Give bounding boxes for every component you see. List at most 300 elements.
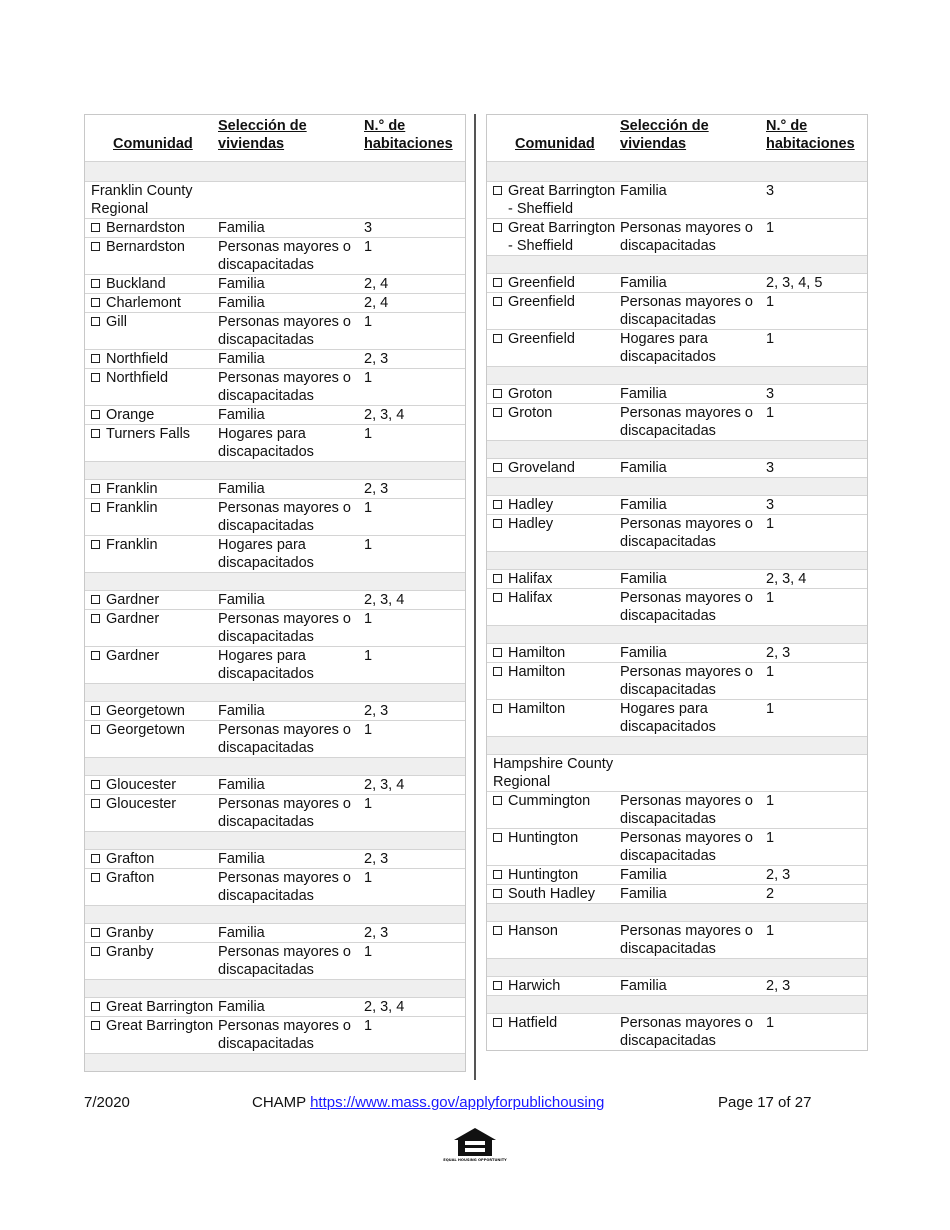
community-name: Georgetown xyxy=(106,703,185,719)
checkbox[interactable] xyxy=(91,242,100,251)
community-cell xyxy=(487,644,620,663)
checkbox[interactable] xyxy=(493,389,502,398)
community-name: Great Barrington xyxy=(106,1018,214,1034)
checkbox[interactable] xyxy=(91,429,100,438)
selection-cell: Familia xyxy=(218,924,364,943)
checkbox[interactable] xyxy=(91,928,100,937)
community-cell xyxy=(487,274,620,293)
selection-cell: Hogares para discapacitados xyxy=(218,425,364,462)
bedrooms-cell: 3 xyxy=(364,219,465,238)
bedrooms-cell: 1 xyxy=(766,1014,867,1051)
community-cell xyxy=(85,425,218,462)
table-row xyxy=(487,459,867,478)
checkbox[interactable] xyxy=(91,373,100,382)
community-name: Gardner xyxy=(106,648,160,664)
checkbox[interactable] xyxy=(493,667,502,676)
selection-cell: Familia xyxy=(620,182,766,219)
checkbox[interactable] xyxy=(91,651,100,660)
checkbox[interactable] xyxy=(91,614,100,623)
right-table-panel xyxy=(486,114,868,1051)
bedrooms-cell: 2, 3, 4 xyxy=(364,776,465,795)
footer-link[interactable]: https://www.mass.gov/applyforpublichousing xyxy=(310,1094,605,1111)
table-row xyxy=(487,515,867,552)
bedrooms-cell: 2, 3 xyxy=(364,924,465,943)
selection-cell: Familia xyxy=(620,885,766,904)
checkbox[interactable] xyxy=(91,1021,100,1030)
community-name: Franklin xyxy=(106,481,158,497)
checkbox[interactable] xyxy=(91,317,100,326)
community-cell xyxy=(487,663,620,700)
group-separator-row xyxy=(85,684,465,702)
selection-cell: Familia xyxy=(218,776,364,795)
footer-center xyxy=(252,1094,604,1112)
bedrooms-cell: 2 xyxy=(766,885,867,904)
table-row xyxy=(85,776,465,795)
left-table-panel xyxy=(84,114,466,1072)
checkbox[interactable] xyxy=(493,278,502,287)
checkbox[interactable] xyxy=(493,574,502,583)
community-name: Groton xyxy=(508,405,553,421)
checkbox[interactable] xyxy=(493,926,502,935)
community-cell xyxy=(85,776,218,795)
checkbox[interactable] xyxy=(493,408,502,417)
community-cell xyxy=(85,591,218,610)
selection-cell: Familia xyxy=(620,977,766,996)
table-row xyxy=(487,700,867,737)
table-row xyxy=(487,404,867,441)
community-name: Grafton xyxy=(106,851,155,867)
group-separator-row xyxy=(487,737,867,755)
checkbox[interactable] xyxy=(91,298,100,307)
table-row xyxy=(85,406,465,425)
table-row xyxy=(487,589,867,626)
bedrooms-cell: 1 xyxy=(766,404,867,441)
community-cell xyxy=(85,275,218,294)
community-cell xyxy=(85,313,218,350)
community-name: Hadley xyxy=(508,497,554,513)
community-cell xyxy=(487,570,620,589)
table-row xyxy=(85,313,465,350)
community-cell xyxy=(85,610,218,647)
community-name: Halifax xyxy=(508,590,553,606)
bedrooms-cell: 3 xyxy=(766,182,867,219)
community-cell xyxy=(487,1014,620,1051)
table-row xyxy=(487,663,867,700)
table-row xyxy=(487,274,867,293)
community-cell xyxy=(487,977,620,996)
checkbox[interactable] xyxy=(91,1002,100,1011)
selection-cell: Personas mayores o discapacitadas xyxy=(218,313,364,350)
selection-cell: Familia xyxy=(218,350,364,369)
bedrooms-cell: 1 xyxy=(766,330,867,367)
bedrooms-cell: 1 xyxy=(364,425,465,462)
community-cell xyxy=(85,795,218,832)
housing-table-right xyxy=(487,115,867,1050)
table-body-left xyxy=(85,162,465,1072)
group-separator-row xyxy=(487,256,867,274)
community-cell xyxy=(85,998,218,1017)
table-row xyxy=(85,1017,465,1054)
table-row xyxy=(85,869,465,906)
checkbox[interactable] xyxy=(493,704,502,713)
community-cell xyxy=(85,721,218,758)
selection-cell: Personas mayores o discapacitadas xyxy=(218,369,364,406)
community-name: Grafton xyxy=(106,870,155,886)
group-separator-row xyxy=(487,904,867,922)
bedrooms-cell: 1 xyxy=(766,293,867,330)
community-name: Greenfield xyxy=(508,275,575,291)
community-cell xyxy=(487,885,620,904)
bedrooms-cell: 2, 3, 4, 5 xyxy=(766,274,867,293)
separator-cell xyxy=(85,1054,465,1072)
group-separator-row xyxy=(85,462,465,480)
community-cell xyxy=(487,404,620,441)
separator-cell xyxy=(85,162,465,182)
selection-cell: Personas mayores o discapacitadas xyxy=(620,1014,766,1051)
bedrooms-cell: 1 xyxy=(766,792,867,829)
community-name: Great Barrington xyxy=(106,999,214,1015)
separator-cell xyxy=(487,904,867,922)
table-row xyxy=(85,647,465,684)
selection-cell: Familia xyxy=(218,702,364,721)
checkbox[interactable] xyxy=(493,334,502,343)
group-separator-row xyxy=(85,980,465,998)
community-cell xyxy=(85,536,218,573)
column-divider xyxy=(474,114,476,1080)
checkbox[interactable] xyxy=(91,595,100,604)
community-cell xyxy=(85,406,218,425)
bedrooms-cell: 3 xyxy=(766,496,867,515)
header-selection: Selección de viviendas xyxy=(218,118,307,152)
region-name: Hampshire County Regional xyxy=(487,755,867,792)
checkbox[interactable] xyxy=(91,725,100,734)
region-header-row xyxy=(85,182,465,219)
community-cell xyxy=(85,369,218,406)
selection-cell: Personas mayores o discapacitadas xyxy=(620,663,766,700)
table-body-right xyxy=(487,162,867,1051)
checkbox[interactable] xyxy=(493,1018,502,1027)
checkbox[interactable] xyxy=(91,484,100,493)
table-row xyxy=(85,499,465,536)
bedrooms-cell: 1 xyxy=(766,829,867,866)
community-name: Harwich xyxy=(508,978,561,994)
community-cell xyxy=(85,499,218,536)
selection-cell: Personas mayores o discapacitadas xyxy=(218,610,364,647)
community-cell xyxy=(487,866,620,885)
group-separator-row xyxy=(487,996,867,1014)
community-name: Groton xyxy=(508,386,553,402)
selection-cell: Personas mayores o discapacitadas xyxy=(620,293,766,330)
community-cell xyxy=(487,922,620,959)
checkbox[interactable] xyxy=(91,799,100,808)
header-bedrooms: N.° de habitaciones xyxy=(364,118,453,152)
bedrooms-cell: 2, 3, 4 xyxy=(364,591,465,610)
checkbox[interactable] xyxy=(493,519,502,528)
community-cell xyxy=(85,943,218,980)
selection-cell: Personas mayores o discapacitadas xyxy=(620,515,766,552)
community-name: Groveland xyxy=(508,460,575,476)
table-row xyxy=(487,496,867,515)
community-cell xyxy=(85,219,218,238)
footer-date: 7/2020 xyxy=(84,1094,130,1111)
community-name: Greenfield xyxy=(508,331,575,347)
bedrooms-cell: 2, 3 xyxy=(766,866,867,885)
community-name: Georgetown xyxy=(106,722,185,738)
community-cell xyxy=(85,350,218,369)
checkbox[interactable] xyxy=(493,981,502,990)
table-row xyxy=(487,293,867,330)
selection-cell: Personas mayores o discapacitadas xyxy=(620,829,766,866)
checkbox[interactable] xyxy=(493,593,502,602)
community-name: Greenfield xyxy=(508,294,575,310)
footer-org: CHAMP xyxy=(252,1094,306,1111)
community-name: Huntington xyxy=(508,867,579,883)
header-community: Comunidad xyxy=(515,136,595,152)
selection-cell: Personas mayores o discapacitadas xyxy=(218,238,364,275)
group-separator-row xyxy=(487,552,867,570)
checkbox[interactable] xyxy=(91,873,100,882)
selection-cell: Personas mayores o discapacitadas xyxy=(620,792,766,829)
equal-housing-logo xyxy=(443,1126,507,1166)
bedrooms-cell: 1 xyxy=(364,610,465,647)
bedrooms-cell: 2, 4 xyxy=(364,294,465,313)
separator-cell xyxy=(487,737,867,755)
separator-cell xyxy=(487,552,867,570)
separator-cell xyxy=(487,441,867,459)
table-row xyxy=(85,425,465,462)
community-name: Gill xyxy=(106,314,127,330)
header-bedrooms: N.° de habitaciones xyxy=(766,118,855,152)
checkbox[interactable] xyxy=(91,223,100,232)
bedrooms-cell: 1 xyxy=(766,515,867,552)
selection-cell: Hogares para discapacitados xyxy=(620,700,766,737)
selection-cell: Familia xyxy=(620,496,766,515)
bedrooms-cell: 1 xyxy=(364,795,465,832)
community-cell xyxy=(85,647,218,684)
header-selection: Selección de viviendas xyxy=(620,118,709,152)
community-name: Franklin xyxy=(106,500,158,516)
community-cell xyxy=(85,238,218,275)
checkbox[interactable] xyxy=(493,463,502,472)
table-row xyxy=(85,480,465,499)
separator-cell xyxy=(85,906,465,924)
community-cell xyxy=(85,850,218,869)
selection-cell: Hogares para discapacitados xyxy=(218,647,364,684)
group-separator-row xyxy=(487,959,867,977)
bedrooms-cell: 2, 3 xyxy=(364,480,465,499)
bedrooms-cell: 1 xyxy=(364,238,465,275)
community-name: Buckland xyxy=(106,276,166,292)
table-row xyxy=(85,275,465,294)
bedrooms-cell: 2, 3 xyxy=(364,350,465,369)
separator-cell xyxy=(487,626,867,644)
checkbox[interactable] xyxy=(493,870,502,879)
bedrooms-cell: 3 xyxy=(766,385,867,404)
bedrooms-cell: 1 xyxy=(364,721,465,758)
group-separator-row xyxy=(85,758,465,776)
table-row xyxy=(85,721,465,758)
selection-cell: Personas mayores o discapacitadas xyxy=(218,943,364,980)
checkbox[interactable] xyxy=(493,223,502,232)
community-name: Granby xyxy=(106,944,154,960)
bedrooms-cell: 1 xyxy=(364,647,465,684)
table-row xyxy=(487,792,867,829)
community-name: Granby xyxy=(106,925,154,941)
community-name: Bernardston xyxy=(106,239,185,255)
separator-cell xyxy=(487,256,867,274)
selection-cell: Familia xyxy=(218,294,364,313)
community-name: Orange xyxy=(106,407,155,423)
selection-cell: Familia xyxy=(218,406,364,425)
table-row xyxy=(487,922,867,959)
selection-cell: Familia xyxy=(620,385,766,404)
community-cell xyxy=(487,589,620,626)
table-row xyxy=(85,924,465,943)
separator-cell xyxy=(85,573,465,591)
separator-cell xyxy=(85,758,465,776)
group-separator-row xyxy=(487,367,867,385)
bedrooms-cell: 1 xyxy=(766,589,867,626)
bedrooms-cell: 1 xyxy=(364,869,465,906)
selection-cell: Familia xyxy=(218,850,364,869)
group-separator-row xyxy=(85,906,465,924)
separator-cell xyxy=(487,162,867,182)
bedrooms-cell: 1 xyxy=(364,943,465,980)
checkbox[interactable] xyxy=(91,780,100,789)
bedrooms-cell: 1 xyxy=(364,536,465,573)
table-row xyxy=(487,977,867,996)
table-row xyxy=(487,219,867,256)
selection-cell: Personas mayores o discapacitadas xyxy=(620,589,766,626)
checkbox[interactable] xyxy=(91,503,100,512)
community-name: Gardner xyxy=(106,611,160,627)
checkbox[interactable] xyxy=(493,833,502,842)
community-cell xyxy=(487,219,620,256)
checkbox[interactable] xyxy=(493,297,502,306)
group-separator-row xyxy=(85,573,465,591)
table-row xyxy=(487,866,867,885)
community-cell xyxy=(487,515,620,552)
selection-cell: Familia xyxy=(218,480,364,499)
table-row xyxy=(85,294,465,313)
checkbox[interactable] xyxy=(91,354,100,363)
footer-page-number: Page 17 of 27 xyxy=(718,1094,812,1111)
bedrooms-cell: 2, 3, 4 xyxy=(364,406,465,425)
selection-cell: Familia xyxy=(218,591,364,610)
header-community: Comunidad xyxy=(113,136,193,152)
table-row xyxy=(487,570,867,589)
bedrooms-cell: 1 xyxy=(364,313,465,350)
selection-cell: Familia xyxy=(218,998,364,1017)
community-name: Northfield xyxy=(106,351,169,367)
community-name: South Hadley xyxy=(508,886,596,902)
selection-cell: Personas mayores o discapacitadas xyxy=(620,219,766,256)
selection-cell: Personas mayores o discapacitadas xyxy=(218,1017,364,1054)
selection-cell: Familia xyxy=(620,459,766,478)
separator-cell xyxy=(487,959,867,977)
checkbox[interactable] xyxy=(493,889,502,898)
bedrooms-cell: 2, 3 xyxy=(364,702,465,721)
community-name: Hanson xyxy=(508,923,558,939)
community-cell xyxy=(487,385,620,404)
selection-cell: Familia xyxy=(620,570,766,589)
table-row xyxy=(85,369,465,406)
checkbox[interactable] xyxy=(91,540,100,549)
community-name: Hamilton xyxy=(508,701,566,717)
community-cell xyxy=(487,496,620,515)
region-name: Franklin County Regional xyxy=(85,182,465,219)
checkbox[interactable] xyxy=(91,410,100,419)
bedrooms-cell: 1 xyxy=(766,219,867,256)
group-separator-row xyxy=(85,162,465,182)
community-cell xyxy=(85,294,218,313)
bedrooms-cell: 2, 4 xyxy=(364,275,465,294)
checkbox[interactable] xyxy=(91,854,100,863)
table-row xyxy=(487,1014,867,1051)
community-name: Hadley xyxy=(508,516,554,532)
bedrooms-cell: 2, 3, 4 xyxy=(364,998,465,1017)
table-row xyxy=(85,591,465,610)
selection-cell: Familia xyxy=(620,866,766,885)
table-row xyxy=(487,385,867,404)
selection-cell: Personas mayores o discapacitadas xyxy=(620,922,766,959)
community-name: Cummington xyxy=(508,793,591,809)
separator-cell xyxy=(85,462,465,480)
selection-cell: Familia xyxy=(218,219,364,238)
community-cell xyxy=(487,182,620,219)
table-row xyxy=(85,610,465,647)
selection-cell: Hogares para discapacitados xyxy=(620,330,766,367)
checkbox[interactable] xyxy=(91,279,100,288)
community-name: Hatfield xyxy=(508,1015,558,1031)
community-name: Gardner xyxy=(106,592,160,608)
checkbox[interactable] xyxy=(493,186,502,195)
checkbox[interactable] xyxy=(91,947,100,956)
group-separator-row xyxy=(85,832,465,850)
selection-cell: Familia xyxy=(218,275,364,294)
community-cell xyxy=(85,924,218,943)
checkbox[interactable] xyxy=(493,500,502,509)
selection-cell: Personas mayores o discapacitadas xyxy=(218,869,364,906)
community-name: Bernardston xyxy=(106,220,185,236)
community-cell xyxy=(487,792,620,829)
community-name: Great Barrington - Sheffield xyxy=(508,220,616,254)
community-name: Northfield xyxy=(106,370,169,386)
selection-cell: Familia xyxy=(620,644,766,663)
table-row xyxy=(487,182,867,219)
bedrooms-cell: 2, 3, 4 xyxy=(766,570,867,589)
community-cell xyxy=(85,480,218,499)
community-cell xyxy=(487,700,620,737)
bedrooms-cell: 2, 3 xyxy=(766,644,867,663)
community-name: Gloucester xyxy=(106,777,177,793)
table-header-row xyxy=(85,115,465,162)
checkbox[interactable] xyxy=(493,796,502,805)
separator-cell xyxy=(487,478,867,496)
checkbox[interactable] xyxy=(91,706,100,715)
checkbox[interactable] xyxy=(493,648,502,657)
separator-cell xyxy=(487,996,867,1014)
housing-table-left xyxy=(85,115,465,1071)
table-row xyxy=(85,998,465,1017)
table-row xyxy=(85,536,465,573)
community-name: Huntington xyxy=(508,830,579,846)
group-separator-row xyxy=(85,1054,465,1072)
community-name: Hamilton xyxy=(508,645,566,661)
table-row xyxy=(487,330,867,367)
community-cell xyxy=(487,330,620,367)
community-cell xyxy=(85,869,218,906)
